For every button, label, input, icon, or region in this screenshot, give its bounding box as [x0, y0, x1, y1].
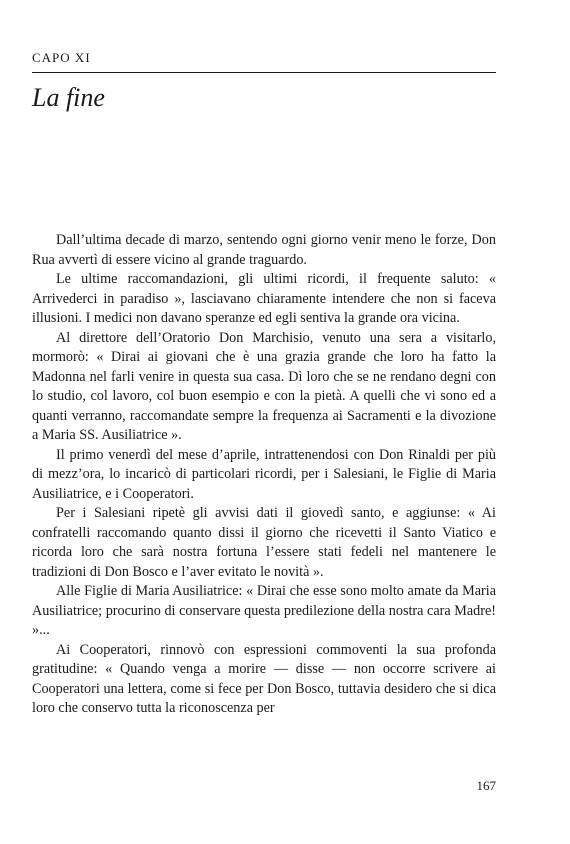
paragraph: Le ultime raccomandazioni, gli ultimi ricordi, il frequente saluto: « Arrivederci in paradiso », lasciavano chiaramente intendere che non si faceva illusioni. I medici non davano speranze ed egli sentiva la grande ora vicina. [32, 271, 496, 326]
paragraph: Dall’ultima decade di marzo, sentendo ogni giorno venir meno le forze, Don Rua avvertì di essere vicino al grande traguardo. [32, 232, 496, 268]
running-head: CAPO XI [32, 50, 91, 65]
paragraph: Il primo venerdì del mese d’aprile, intrattenendosi con Don Rinaldi per più di mezz’ora, lo incaricò di particolari ricordi, per i Salesiani, le Figlie di Maria Ausiliatrice, e i Cooperatori. [32, 446, 496, 502]
chapter-title: La fine [32, 83, 105, 112]
page-number: 167 [476, 778, 496, 793]
paragraph: Ai Cooperatori, rinnovò con espressioni commoventi la sua profonda gratitudine: « Quando venga a morire — disse — non occorre scrivere ai Cooperatori una lettera, come si fece per Don Bosco, tuttavia desidero che si dica loro che conservo tutta la riconoscenza per [32, 641, 496, 716]
body-text [32, 231, 496, 719]
paragraph: Per i Salesiani ripetè gli avvisi dati il giovedì santo, e aggiunse: « Ai confratelli raccomando quanto dissi il giorno che ricevetti il Santo Viatico e ricorda loro che sarà nostra fortuna l’essere stati fedeli nel mantenere le tradizioni di Don Bosco e l’aver evitato le novità ». [32, 505, 496, 580]
header-rule [32, 72, 496, 73]
paragraph: Al direttore dell’Oratorio Don Marchisio, venuto una sera a visitarlo, mormorò: « Dirai ai giovani che è una grazia grande che loro ha fatto la Madonna nel farli venire in questa sua casa. Dì loro che se ne rendano degni con lo studio, col lavoro, col buon esempio e con la pietà. A quelli che vi sono ed a quanti verranno, raccomandate sempre la frequenza ai Sacramenti e la divozione a Maria SS. Ausiliatrice ». [32, 329, 496, 443]
paragraph: Alle Figlie di Maria Ausiliatrice: « Dirai che esse sono molto amate da Maria Ausiliatrice; procurino di conservare questa predilezione della nostra cara Madre! »... [32, 583, 496, 638]
